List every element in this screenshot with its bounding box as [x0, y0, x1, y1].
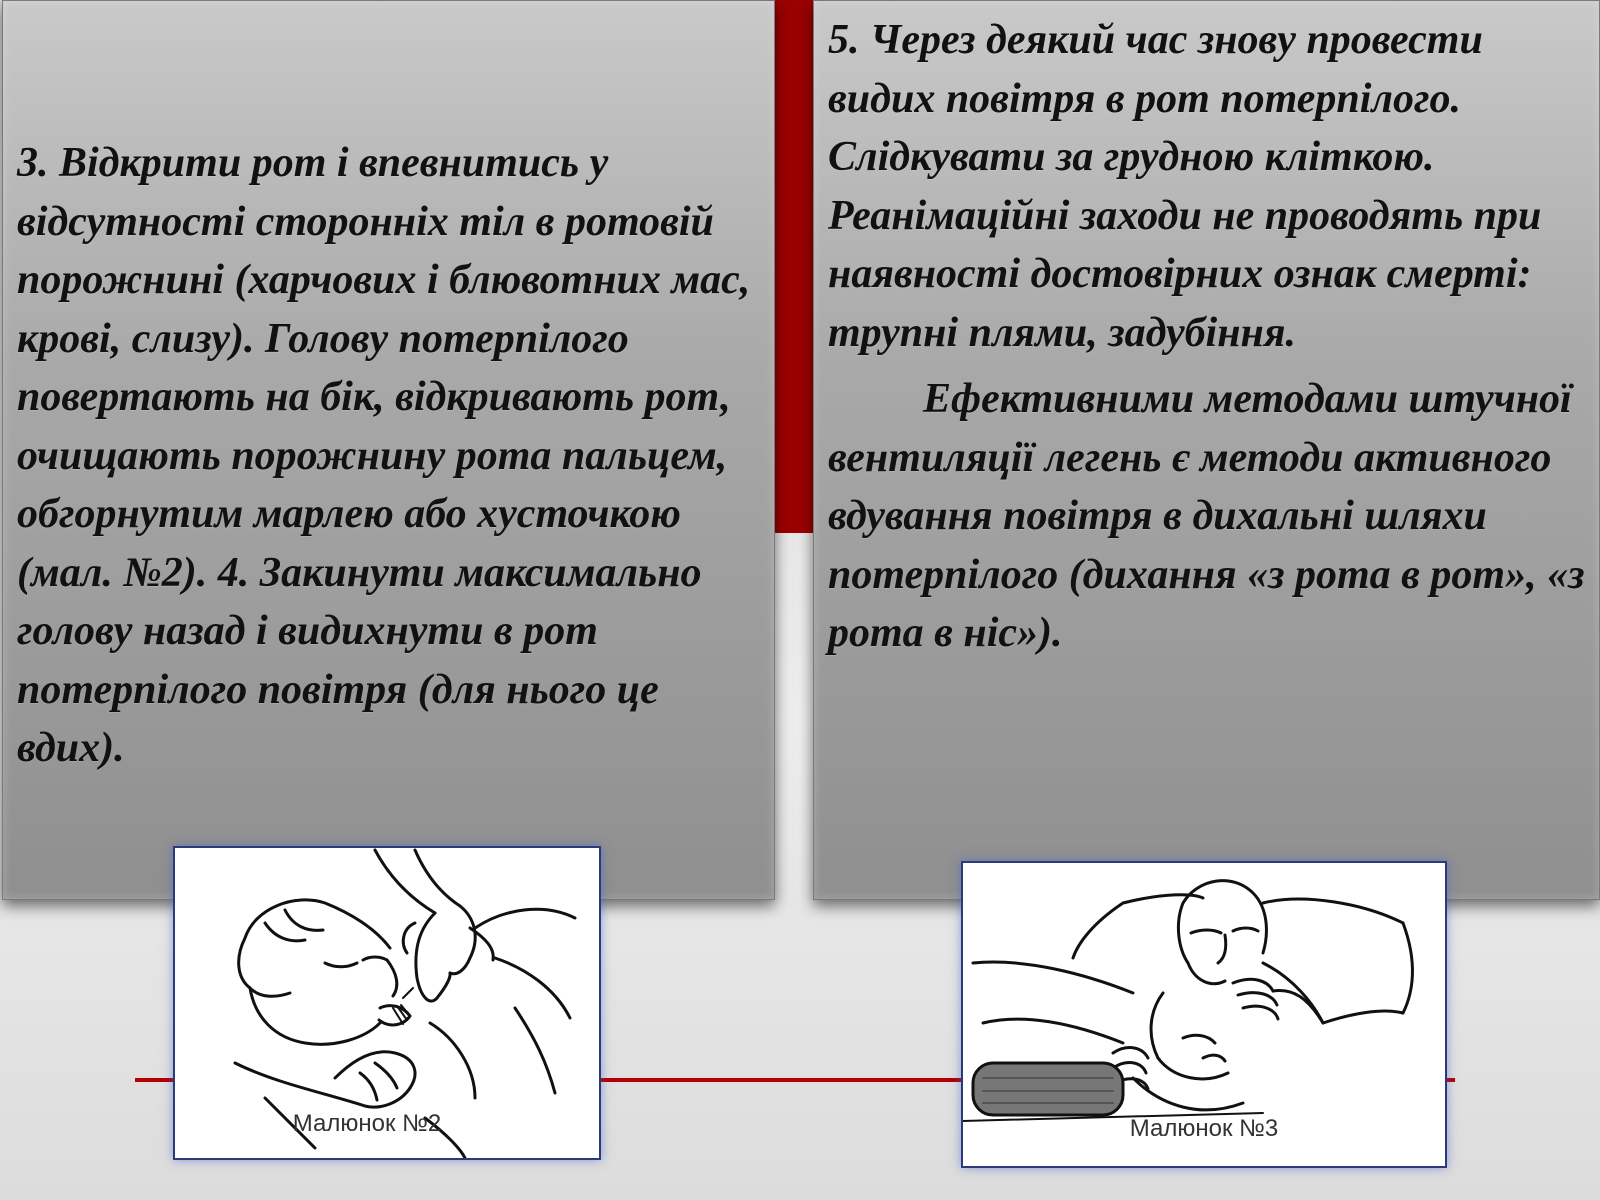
left-text-panel [2, 0, 775, 900]
figure-3-caption: Малюнок №3 [1129, 1115, 1279, 1142]
figure-3 [961, 861, 1447, 1168]
right-paragraph-2: Ефективними методами штучної вентиляції легень є методи активного вдування повітря в дихальні шляхи потерпілого (дихання «з рота в рот», «з рота в ніс»). [828, 376, 1585, 656]
left-panel-text: 3. Відкрити рот і впевнитись у відсутності сторонніх тіл в ротовій порожнині (харчових і блювотних мас, крові, слизу). Голову потерпілого повертають на бік, відкривають рот, очищають порожнину рота пальцем, обгорнутим марлею або хусточкою (мал. №2). 4. Закинути максимально голову назад і видихнути в рот потерпілого повітря (для нього це вдих). [17, 140, 751, 771]
right-text-panel [813, 0, 1600, 900]
figure-2 [173, 846, 601, 1160]
center-accent-bar [775, 0, 813, 533]
right-paragraph-1: 5. Через деякий час знову провести видих повітря в рот потерпілого. Слідкувати за грудною кліткою. Реанімаційні заходи не проводять при наявності достовірних ознак смерті: трупні плями, задубіння. [828, 17, 1542, 356]
figure-2-caption: Малюнок №2 [292, 1110, 442, 1137]
right-panel-text-block [828, 11, 1598, 663]
